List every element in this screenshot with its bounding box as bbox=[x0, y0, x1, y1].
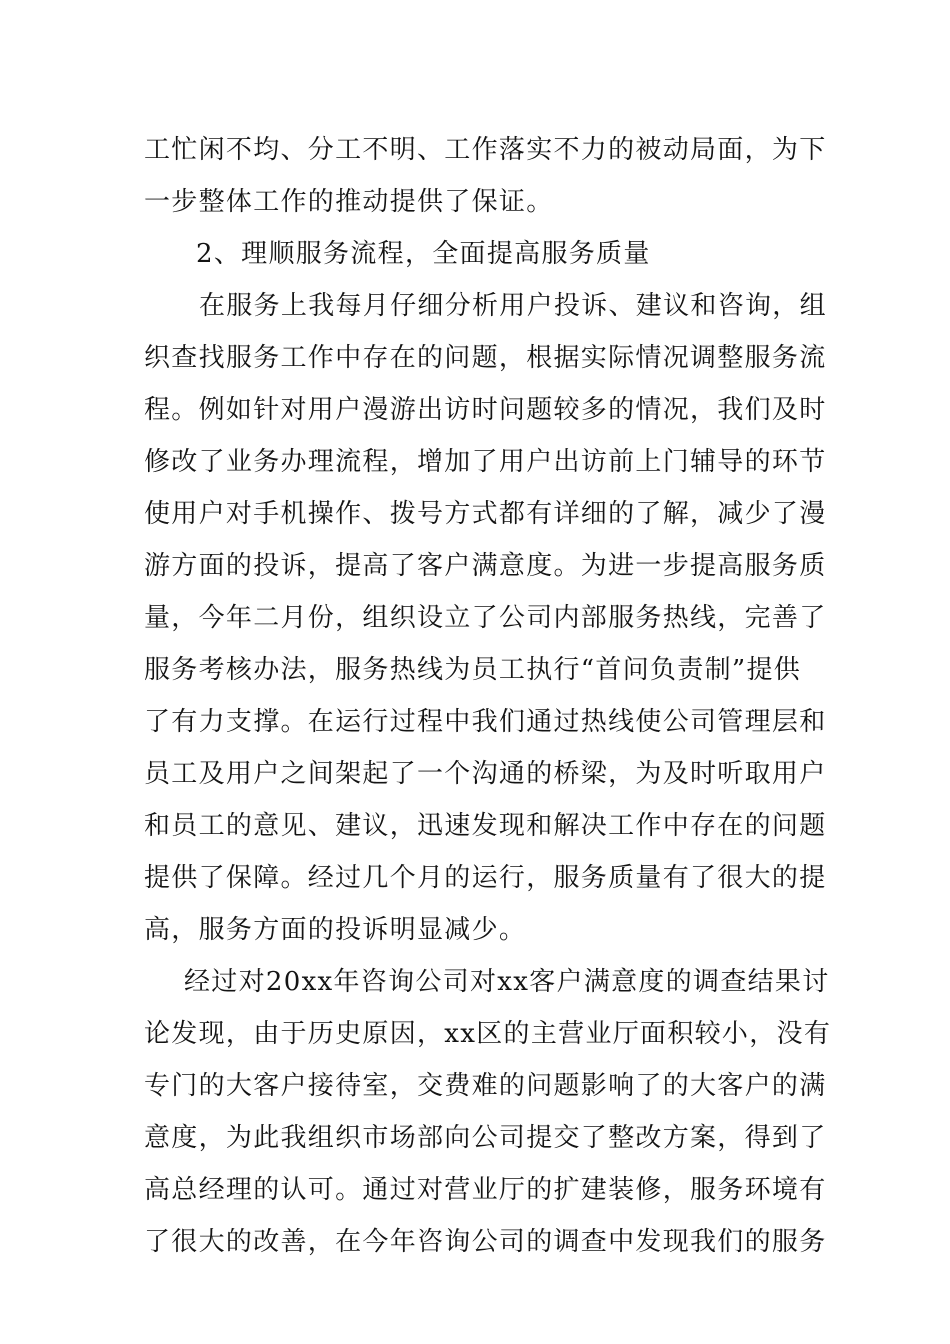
paragraph-line: 高总经理的认可。通过对营业厅的扩建装修，服务环境有 bbox=[144, 1175, 827, 1205]
paragraph-line: 意度，为此我组织市场部向公司提交了整改方案，得到了 bbox=[144, 1123, 827, 1153]
document-body bbox=[144, 124, 832, 1268]
paragraph-line: 了有力支撑。在运行过程中我们通过热线使公司管理层和 bbox=[144, 707, 827, 737]
paragraph-line: 高，服务方面的投诉明显减少。 bbox=[144, 915, 527, 945]
paragraph-line: 量，今年二月份，组织设立了公司内部服务热线，完善了 bbox=[144, 603, 827, 633]
paragraph-line: 专门的大客户接待室，交费难的问题影响了的大客户的满 bbox=[144, 1071, 827, 1101]
paragraph-line: 员工及用户之间架起了一个沟通的桥梁，为及时听取用户 bbox=[144, 759, 827, 789]
paragraph-line: 服务考核办法，服务热线为员工执行“首问负责制”提供 bbox=[144, 655, 802, 685]
paragraph-line: 游方面的投诉，提高了客户满意度。为进一步提高服务质 bbox=[144, 551, 827, 581]
paragraph-line: 论发现，由于历史原因，xx区的主营业厅面积较小，没有 bbox=[144, 1019, 832, 1049]
paragraph-line: 和员工的意见、建议，迅速发现和解决工作中存在的问题 bbox=[144, 811, 827, 841]
paragraph-line: 在服务上我每月仔细分析用户投诉、建议和咨询，组 bbox=[199, 291, 827, 321]
paragraph-line: 使用户对手机操作、拨号方式都有详细的了解，减少了漫 bbox=[144, 499, 827, 529]
paragraph-line: 工忙闲不均、分工不明、工作落实不力的被动局面，为下 bbox=[144, 135, 827, 165]
paragraph-line: 一步整体工作的推动提供了保证。 bbox=[144, 187, 554, 217]
paragraph-line: 织查找服务工作中存在的问题，根据实际情况调整服务流 bbox=[144, 343, 827, 373]
paragraph-line: 修改了业务办理流程，增加了用户出访前上门辅导的环节 bbox=[144, 447, 827, 477]
paragraph-line: 经过对20xx年咨询公司对xx客户满意度的调查结果讨 bbox=[184, 967, 830, 997]
paragraph-line: 了很大的改善，在今年咨询公司的调查中发现我们的服务 bbox=[144, 1227, 827, 1257]
paragraph-line: 提供了保障。经过几个月的运行，服务质量有了很大的提 bbox=[144, 863, 827, 893]
paragraph-line: 程。例如针对用户漫游出访时问题较多的情况，我们及时 bbox=[144, 395, 827, 425]
section-heading: 2、理顺服务流程，全面提高服务质量 bbox=[196, 239, 651, 269]
